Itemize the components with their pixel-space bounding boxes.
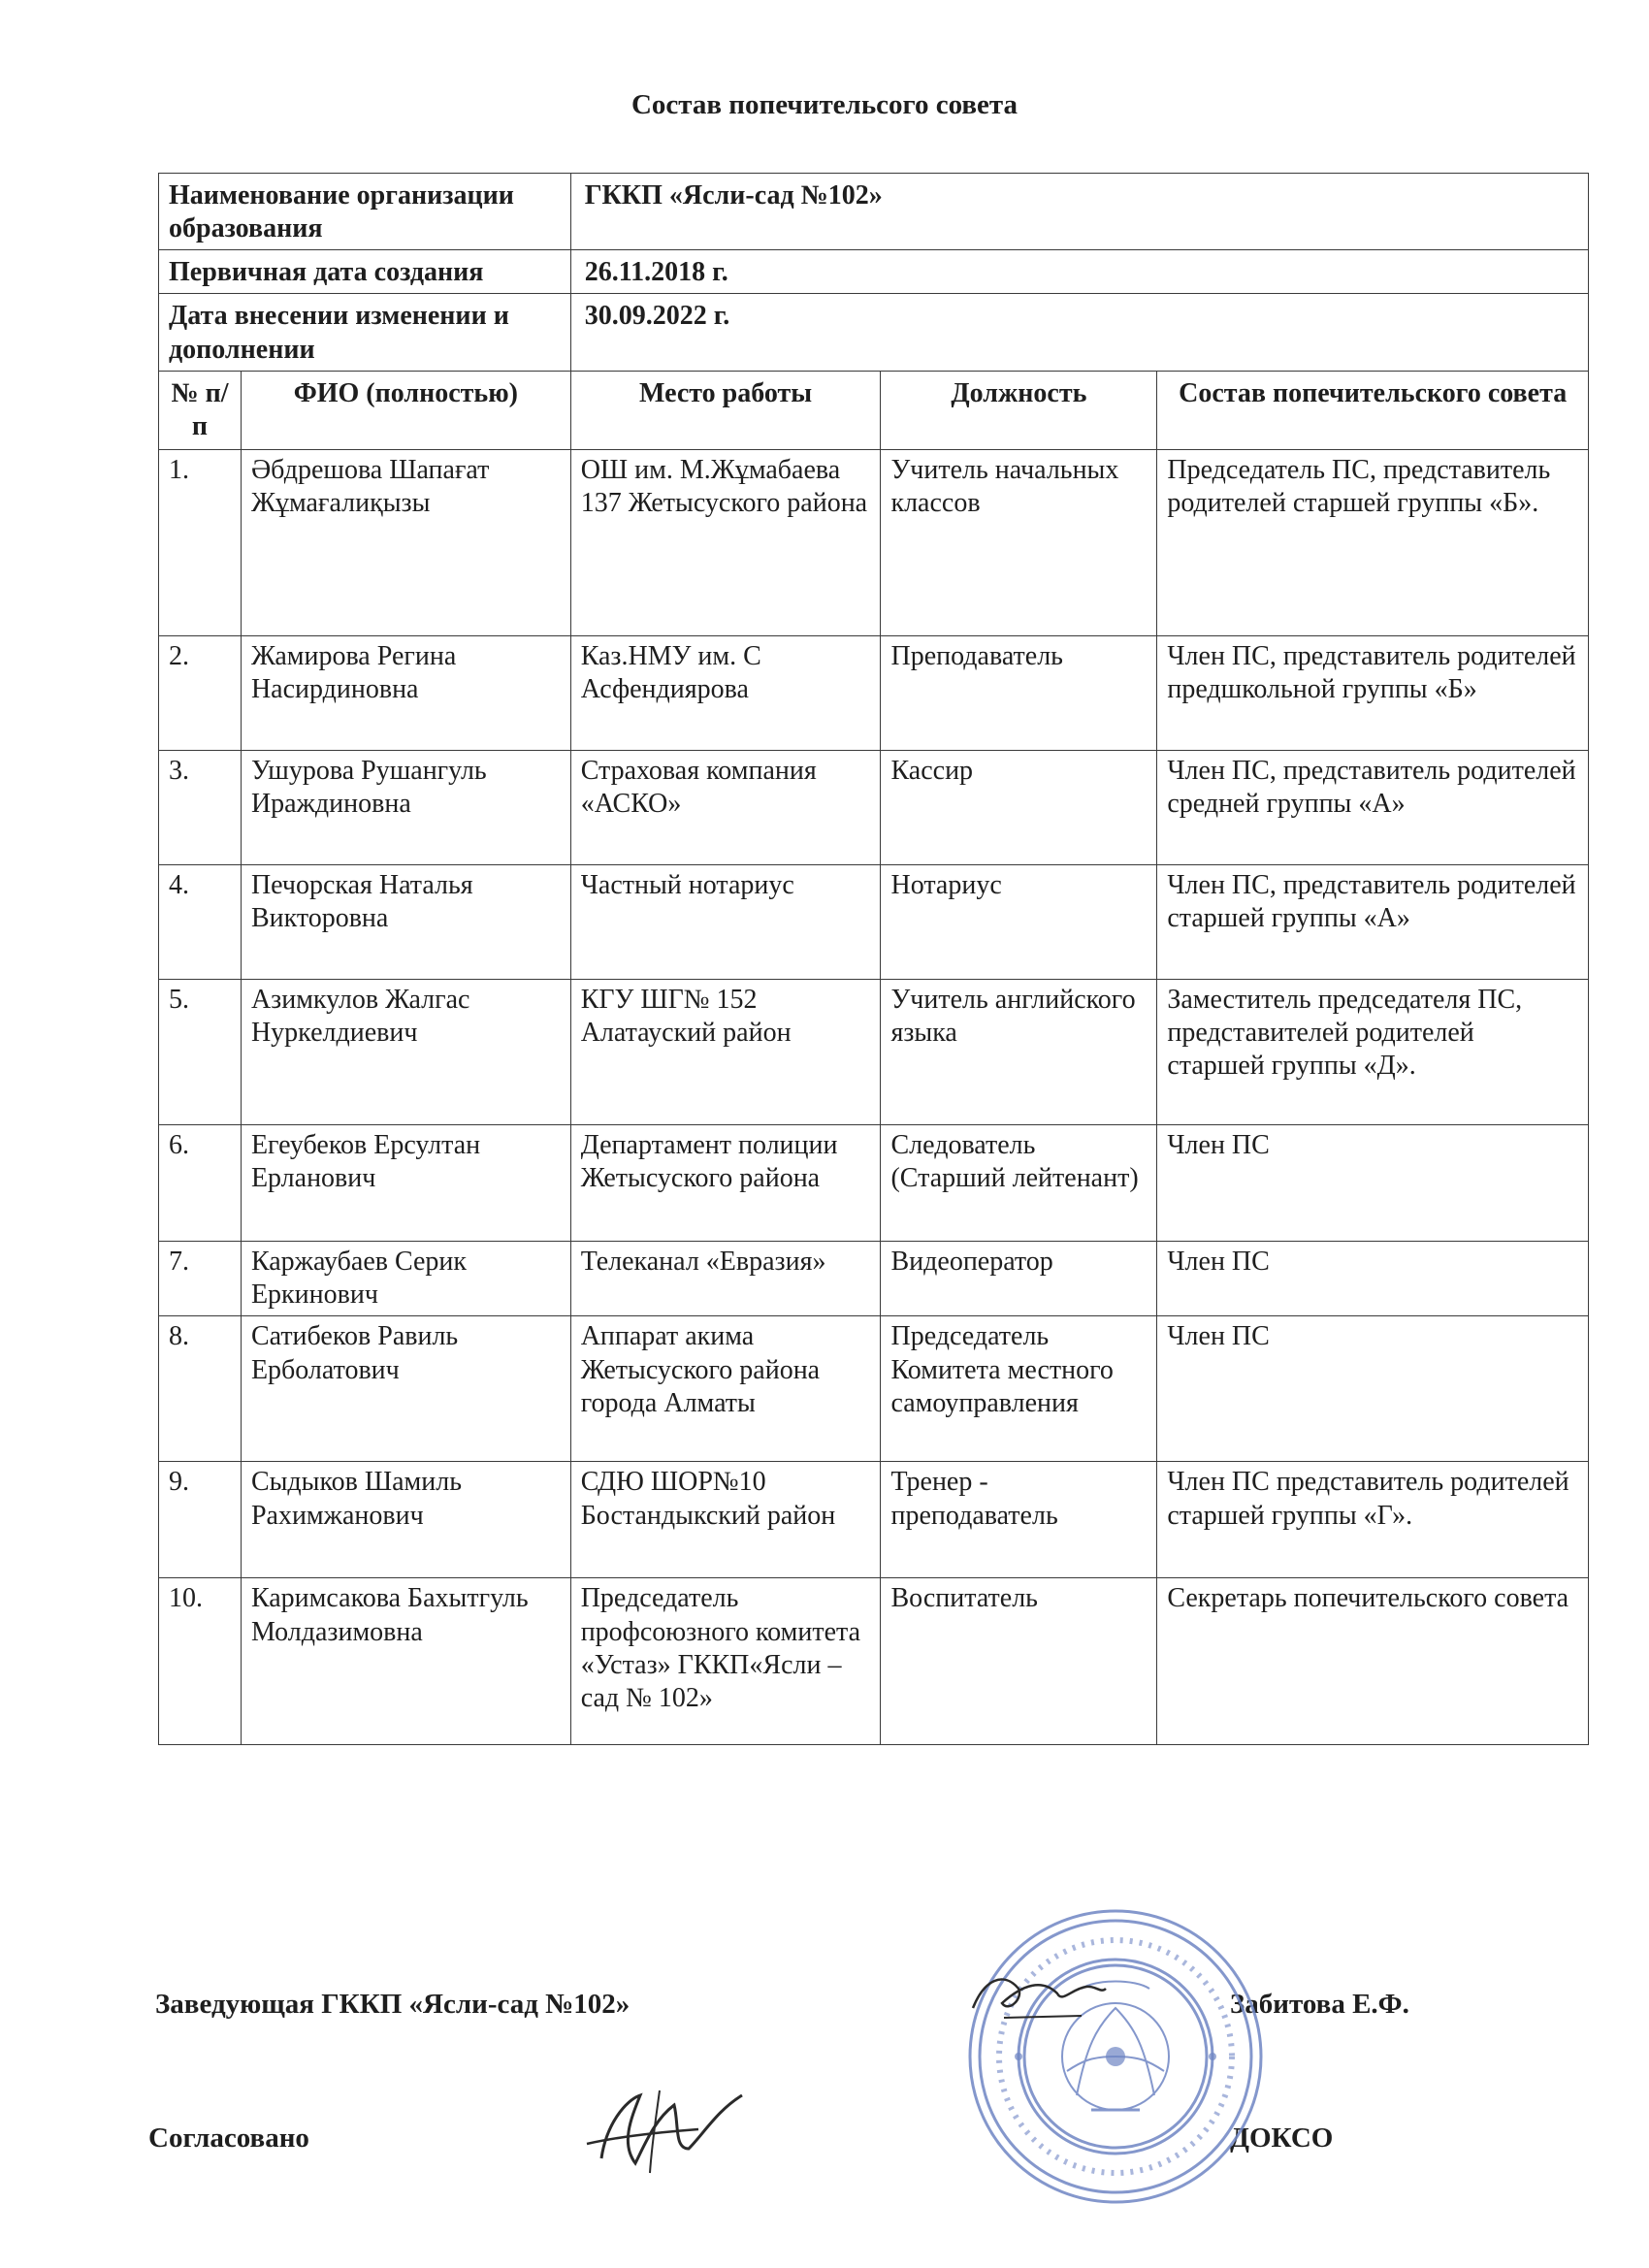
row-number: 10.	[159, 1578, 242, 1745]
header-role: Состав попечительского совета	[1157, 371, 1589, 449]
member-name: Егеубеков Ерсултан Ерланович	[241, 1125, 570, 1242]
table-row	[159, 751, 1589, 865]
member-workplace: Каз.НМУ им. С Асфендиярова	[570, 636, 881, 751]
council-table	[158, 173, 1589, 1745]
member-role: Член ПС, представитель родителей старшей группы «А»	[1157, 865, 1589, 980]
member-name: Сатибеков Равиль Ерболатович	[241, 1316, 570, 1462]
member-position: Видеоператор	[881, 1242, 1157, 1316]
info-value: 30.09.2022 г.	[570, 294, 1588, 371]
member-position: Учитель начальных классов	[881, 450, 1157, 636]
row-number: 2.	[159, 636, 242, 751]
row-number: 8.	[159, 1316, 242, 1462]
head-signature-icon	[965, 1960, 1111, 2027]
member-position: Следователь (Старший лейтенант)	[881, 1125, 1157, 1242]
info-row	[159, 250, 1589, 294]
table-row	[159, 1242, 1589, 1316]
info-section	[159, 174, 1589, 372]
member-workplace: Телеканал «Евразия»	[570, 1242, 881, 1316]
member-workplace: Частный нотариус	[570, 865, 881, 980]
member-workplace: ОШ им. М.Жұмабаева 137 Жетысуского района	[570, 450, 881, 636]
member-name: Каримсакова Бахытгуль Молдазимовна	[241, 1578, 570, 1745]
head-title: Заведующая ГККП «Ясли-сад №102»	[155, 1989, 630, 2020]
member-workplace: Департамент полиции Жетысуского района	[570, 1125, 881, 1242]
table-header-row	[159, 371, 1589, 449]
header-num: № п/п	[159, 371, 242, 449]
member-role: Член ПС, представитель родителей предшкольной группы «Б»	[1157, 636, 1589, 751]
member-name: Печорская Наталья Викторовна	[241, 865, 570, 980]
member-name: Жамирова Регина Насирдиновна	[241, 636, 570, 751]
table-row	[159, 1578, 1589, 1745]
round-seal-stamp-icon	[960, 1901, 1271, 2212]
row-number: 1.	[159, 450, 242, 636]
member-position: Воспитатель	[881, 1578, 1157, 1745]
member-role: Член ПС представитель родителей старшей группы «Г».	[1157, 1462, 1589, 1578]
member-role: Секретарь попечительского совета	[1157, 1578, 1589, 1745]
row-number: 5.	[159, 980, 242, 1125]
table-row	[159, 980, 1589, 1125]
member-position: Учитель английского языка	[881, 980, 1157, 1125]
agreed-org: ДОКСО	[1230, 2122, 1334, 2154]
member-workplace: Аппарат акима Жетысуского района города Алматы	[570, 1316, 881, 1462]
info-value: 26.11.2018 г.	[570, 250, 1588, 294]
member-role: Член ПС	[1157, 1316, 1589, 1462]
info-label: Дата внесении изменении и дополнении	[159, 294, 571, 371]
row-number: 3.	[159, 751, 242, 865]
table-row	[159, 1462, 1589, 1578]
member-role: Заместитель председателя ПС, представителей родителей старшей группы «Д».	[1157, 980, 1589, 1125]
members-section	[159, 371, 1589, 1745]
member-workplace: СДЮ ШОР№10 Бостандыкский район	[570, 1462, 881, 1578]
head-name: Забитова Е.Ф.	[1230, 1989, 1409, 2020]
member-role: Председатель ПС, представитель родителей старшей группы «Б».	[1157, 450, 1589, 636]
info-row	[159, 294, 1589, 371]
table-row	[159, 1316, 1589, 1462]
row-number: 6.	[159, 1125, 242, 1242]
member-position: Председатель Комитета местного самоуправления	[881, 1316, 1157, 1462]
member-position: Тренер - преподаватель	[881, 1462, 1157, 1578]
member-name: Каржаубаев Серик Еркинович	[241, 1242, 570, 1316]
page-title: Состав попечительсого совета	[630, 89, 1018, 120]
table-row	[159, 1125, 1589, 1242]
agreed-label: Согласовано	[148, 2122, 309, 2154]
row-number: 9.	[159, 1462, 242, 1578]
info-label: Первичная дата создания	[159, 250, 571, 294]
row-number: 7.	[159, 1242, 242, 1316]
info-value: ГККП «Ясли-сад №102»	[570, 174, 1588, 250]
header-position: Должность	[881, 371, 1157, 449]
header-workplace: Место работы	[570, 371, 881, 449]
member-position: Кассир	[881, 751, 1157, 865]
member-role: Член ПС, представитель родителей средней группы «А»	[1157, 751, 1589, 865]
member-role: Член ПС	[1157, 1242, 1589, 1316]
table-row	[159, 636, 1589, 751]
member-workplace: Страховая компания «АСКО»	[570, 751, 881, 865]
member-name: Ушурова Рушангуль Ираждиновна	[241, 751, 570, 865]
member-role: Член ПС	[1157, 1125, 1589, 1242]
member-position: Преподаватель	[881, 636, 1157, 751]
info-label: Наименование организации образования	[159, 174, 571, 250]
member-name: Азимкулов Жалгас Нуркелдиевич	[241, 980, 570, 1125]
member-position: Нотариус	[881, 865, 1157, 980]
header-name: ФИО (полностью)	[241, 371, 570, 449]
member-workplace: Председатель профсоюзного комитета «Устаз» ГККП«Ясли – сад № 102»	[570, 1578, 881, 1745]
info-row	[159, 174, 1589, 250]
row-number: 4.	[159, 865, 242, 980]
table-row	[159, 450, 1589, 636]
table-row	[159, 865, 1589, 980]
member-name: Сыдыков Шамиль Рахимжанович	[241, 1462, 570, 1578]
member-workplace: КГУ ШГ№ 152 Алатауский район	[570, 980, 881, 1125]
agreed-signature-icon	[582, 2076, 757, 2183]
member-name: Әбдрешова Шапағат Жұмағалиқызы	[241, 450, 570, 636]
